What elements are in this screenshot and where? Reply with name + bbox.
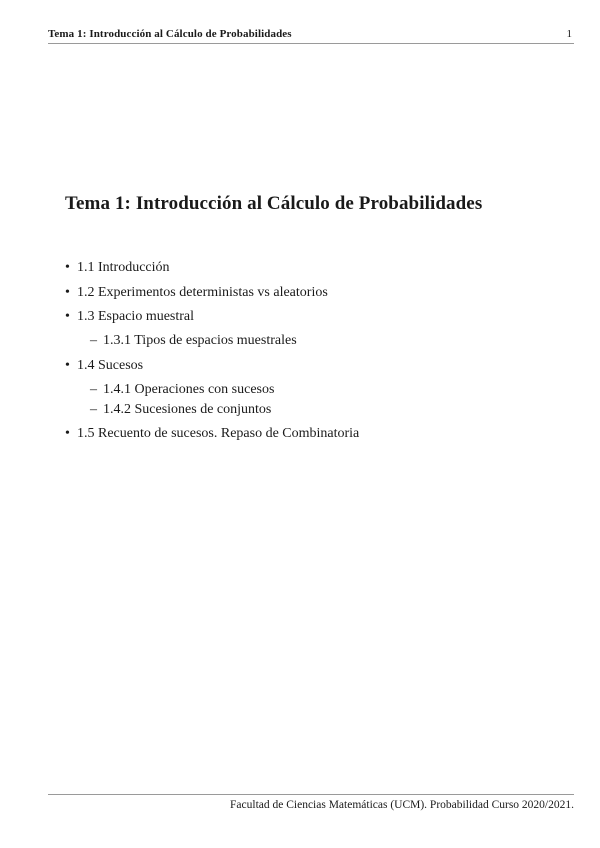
toc-item-label: 1.3 Espacio muestral: [77, 309, 195, 324]
running-header: [48, 27, 574, 44]
toc-item-label: 1.1 Introducción: [77, 260, 170, 275]
dash-icon: –: [90, 333, 97, 348]
dash-icon: –: [90, 381, 97, 397]
toc-item-sucesos: [65, 357, 359, 419]
toc-subitem-label: 1.4.1 Operaciones con sucesos: [103, 381, 275, 397]
bullet-icon: •: [65, 309, 70, 324]
toc-sublist: [77, 381, 359, 419]
toc-subitem-operaciones: [77, 381, 359, 399]
bullet-icon: •: [65, 260, 70, 275]
toc-subitem-label: 1.3.1 Tipos de espacios muestrales: [103, 333, 297, 348]
toc-item-label: 1.5 Recuento de sucesos. Repaso de Combinatoria: [77, 426, 360, 441]
running-footer: [48, 794, 574, 811]
toc-sublist: [77, 332, 359, 350]
bullet-icon: •: [65, 284, 70, 300]
toc-item-introduccion: [65, 259, 359, 277]
toc-item-label: 1.2 Experimentos deterministas vs aleatorios: [77, 284, 328, 300]
toc-item-recuento: [65, 425, 359, 443]
table-of-contents: [65, 259, 359, 450]
page-number: 1: [566, 28, 572, 40]
bullet-icon: •: [65, 426, 70, 441]
footer-text: Facultad de Ciencias Matemáticas (UCM). Probabilidad Curso 2020/2021.: [230, 799, 574, 811]
toc-item-experimentos: [65, 284, 359, 302]
document-title: Tema 1: Introducción al Cálculo de Probabilidades: [65, 193, 483, 214]
toc-item-label: 1.4 Sucesos: [77, 357, 144, 373]
header-title: Tema 1: Introducción al Cálculo de Probabilidades: [48, 28, 292, 40]
toc-subitem-sucesiones: [77, 401, 359, 419]
bullet-icon: •: [65, 357, 70, 373]
toc-subitem-tipos-espacios: [77, 332, 359, 350]
dash-icon: –: [90, 401, 97, 417]
toc-subitem-label: 1.4.2 Sucesiones de conjuntos: [103, 401, 272, 417]
toc-item-espacio-muestral: [65, 308, 359, 350]
